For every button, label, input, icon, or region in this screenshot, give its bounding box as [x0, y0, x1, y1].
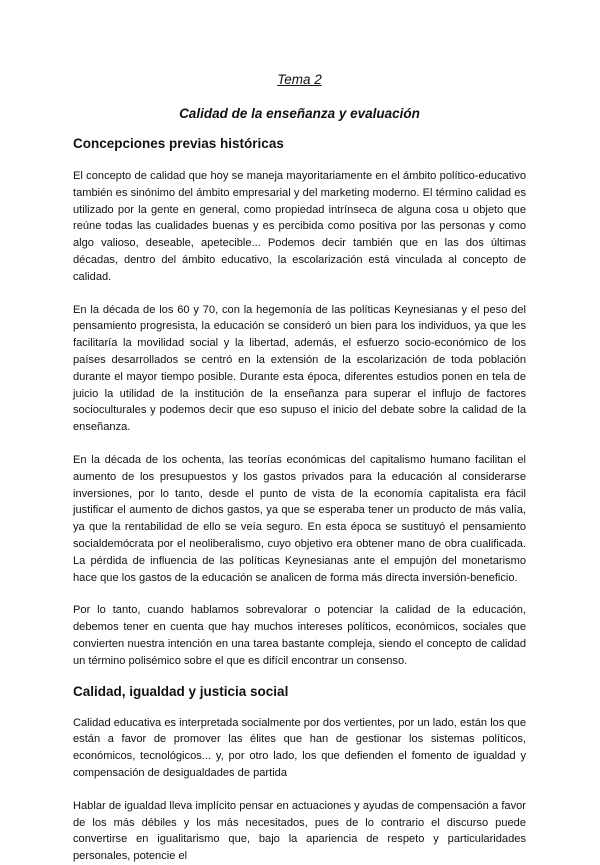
paragraph: En la década de los 60 y 70, con la hegemonía de las políticas Keynesianas y el peso del pensamiento progresista, la educación se consideró un bien para los individuos, ya que les facilitaría la movilidad social y la libertad, además, el esfuerzo socio-económico de los países desarrollados se centró en la extensión de la escolarización de toda población durante el mayor tiempo posible. Durante esta época, diferentes estudios ponen en tela de juicio la utilidad de la institución de la enseñanza para superar el influjo de factores socioculturales y podemos decir que eso supuso el inicio del debate sobre la calidad de la enseñanza. — [73, 303, 526, 434]
paragraph: Hablar de igualdad lleva implícito pensar en actuaciones y ayudas de compensación a favor de los más débiles y los más necesitados, pues de lo contrario el discurso puede convertirse en igualitarismo que, bajo la apariencia de respeto y particularidades personales, potencie el — [73, 799, 526, 863]
paragraph: En la década de los ochenta, las teorías económicas del capitalismo humano facilitan el aumento de los presupuestos y los gastos privados para la educación al considerarse inversiones, por lo tanto, desde el punto de vista de la economía capitalista era fácil justificar el aumento de dichos gastos, ya que se esperaba tener un producto de más valía, ya que la rentabilidad de ello se veía seguro. En esta época se sustituyó el pensamiento socialdemócrata por el neoliberalismo, cuyo objetivo era obtener mano de obra cualificada. La pérdida de influencia de las políticas Keynesianas ante el empujón del monetarismo hace que los gastos de la educación se analicen de forma más directa inversión-beneficio. — [73, 453, 526, 584]
paragraph: Calidad educativa es interpretada socialmente por dos vertientes, por un lado, están los que están a favor de promover las élites que han de gestionar los sistemas políticos, económicos, tecnológicos... y, por otro lado, los que defienden el fomento de igualdad y compensación de desigualdades de partida — [73, 716, 526, 779]
document-title: Calidad de la enseñanza y evaluación — [179, 106, 420, 121]
topic-number: Tema 2 — [277, 72, 322, 87]
section-heading-equality: Calidad, igualdad y justicia social — [73, 683, 289, 699]
paragraph: El concepto de calidad que hoy se maneja mayoritariamente en el ámbito político-educativo también es sinónimo del ámbito empresarial y del marketing moderno. El término calidad es utilizado por la gente en general, como propiedad intrínseca de alguna cosa u objeto que reúne todas las cualidades buenas y es percibida como positiva por las personas y como algo valioso, deseable, apetecible... Podemos decir también que en las dos últimas décadas, dentro del ámbito educativo, la escolarización está vinculada al concepto de calidad. — [73, 170, 526, 283]
paragraph: Por lo tanto, cuando hablamos sobrevalorar o potenciar la calidad de la educación, debemos tener en cuenta que hay muchos intereses políticos, económicos, sociales que convierten nuestra intención en una tarea bastante compleja, siendo el concepto de calidad un término polisémico sobre el que es difícil encontrar un consenso. — [73, 604, 526, 667]
section-heading-historical: Concepciones previas históricas — [73, 136, 284, 151]
